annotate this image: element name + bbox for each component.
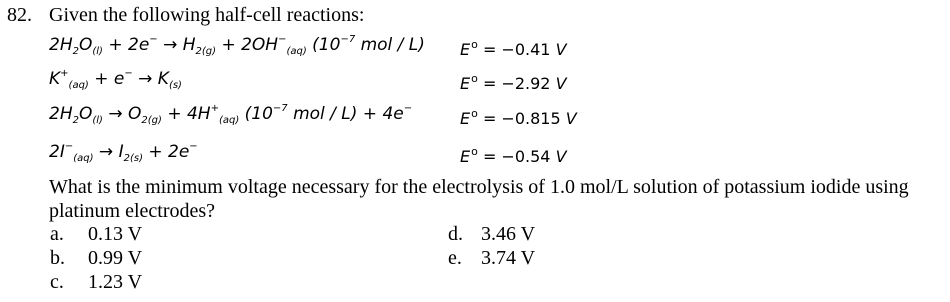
equation-text: + 2OH bbox=[216, 35, 279, 55]
subscript: (aq) bbox=[73, 153, 94, 164]
equation-text: → H bbox=[157, 35, 196, 55]
degree-mark: o bbox=[471, 107, 478, 120]
option-text: 1.23 V bbox=[88, 271, 143, 293]
potential-symbol: E bbox=[460, 74, 471, 93]
potential-2 bbox=[460, 68, 567, 95]
equation-text: + 2e bbox=[142, 142, 190, 162]
subscript: (l) bbox=[92, 115, 103, 126]
subscript: 2(s) bbox=[123, 153, 143, 164]
equation-text: mol / L) bbox=[355, 35, 425, 55]
option-text: 0.99 V bbox=[88, 247, 143, 269]
subscript: (l) bbox=[92, 46, 103, 57]
potential-unit: V bbox=[555, 74, 567, 93]
equation-text: O bbox=[78, 104, 93, 124]
potential-value: = −0.41 bbox=[482, 40, 551, 59]
superscript: − bbox=[189, 141, 198, 152]
question-prompt: What is the minimum voltage necessary for the electrolysis of 1.0 mol/L solution of potassium iodide using platinum electrodes? bbox=[49, 176, 909, 222]
option-d[interactable] bbox=[448, 222, 535, 246]
degree-mark: o bbox=[471, 145, 478, 158]
equation-text: + e bbox=[88, 69, 125, 89]
question-number: 82. bbox=[7, 4, 32, 26]
option-letter: c. bbox=[50, 271, 64, 293]
potential-unit: V bbox=[565, 109, 577, 128]
superscript: − bbox=[403, 103, 413, 114]
equation-text: → I bbox=[93, 142, 124, 162]
equation-text: (10 bbox=[306, 35, 341, 55]
option-a[interactable] bbox=[50, 222, 142, 246]
equation-text: mol / L) + 4e bbox=[287, 104, 404, 124]
option-letter: e. bbox=[448, 247, 462, 269]
potential-symbol: E bbox=[460, 147, 471, 166]
equation-text: 2H bbox=[49, 35, 73, 55]
equation-text: → K bbox=[132, 69, 169, 89]
potential-unit: V bbox=[555, 147, 567, 166]
option-b[interactable] bbox=[50, 246, 142, 270]
subscript: 2(g) bbox=[195, 46, 217, 57]
question-intro: Given the following half-cell reactions: bbox=[49, 4, 365, 26]
option-c[interactable] bbox=[50, 270, 142, 294]
option-text: 3.46 V bbox=[481, 223, 536, 245]
equation-text: (10 bbox=[239, 104, 273, 124]
reaction-4 bbox=[49, 141, 198, 163]
potential-value: = −0.815 bbox=[482, 109, 561, 128]
subscript: (aq) bbox=[218, 115, 240, 126]
option-text: 0.13 V bbox=[88, 223, 143, 245]
equation-text: K bbox=[49, 69, 61, 89]
potential-value: = −0.54 bbox=[482, 147, 551, 166]
degree-mark: o bbox=[471, 38, 478, 51]
reaction-1 bbox=[49, 34, 425, 56]
superscript: − bbox=[64, 141, 74, 152]
superscript: −7 bbox=[340, 34, 356, 45]
superscript: − bbox=[149, 34, 158, 45]
option-letter: d. bbox=[448, 223, 463, 245]
option-letter: a. bbox=[50, 223, 64, 245]
potential-1 bbox=[460, 34, 567, 61]
superscript: + bbox=[60, 68, 69, 79]
subscript: 2(g) bbox=[141, 115, 162, 126]
question-header bbox=[7, 3, 364, 27]
option-e[interactable] bbox=[448, 246, 535, 270]
superscript: −7 bbox=[272, 103, 288, 114]
subscript: 2 bbox=[72, 115, 79, 126]
subscript: (s) bbox=[168, 80, 182, 91]
degree-mark: o bbox=[471, 72, 478, 85]
superscript: + bbox=[210, 103, 219, 114]
potential-3 bbox=[460, 103, 577, 130]
superscript: − bbox=[124, 68, 133, 79]
reaction-2 bbox=[49, 68, 182, 90]
equation-text: + 2e bbox=[102, 35, 150, 55]
potential-4 bbox=[460, 141, 567, 168]
potential-unit: V bbox=[555, 40, 567, 59]
potential-symbol: E bbox=[460, 109, 471, 128]
equation-text: 2I bbox=[49, 142, 65, 162]
equation-text: → O bbox=[102, 104, 142, 124]
equation-text: + 4H bbox=[161, 104, 211, 124]
superscript: − bbox=[278, 34, 287, 45]
equation-text: O bbox=[78, 35, 93, 55]
subscript: (aq) bbox=[286, 46, 307, 57]
potential-symbol: E bbox=[460, 40, 471, 59]
option-text: 3.74 V bbox=[481, 247, 536, 269]
subscript: (aq) bbox=[68, 80, 89, 91]
option-letter: b. bbox=[50, 247, 65, 269]
subscript: 2 bbox=[72, 46, 79, 57]
potential-value: = −2.92 bbox=[482, 74, 551, 93]
reaction-3 bbox=[49, 103, 412, 125]
equation-text: 2H bbox=[49, 104, 73, 124]
